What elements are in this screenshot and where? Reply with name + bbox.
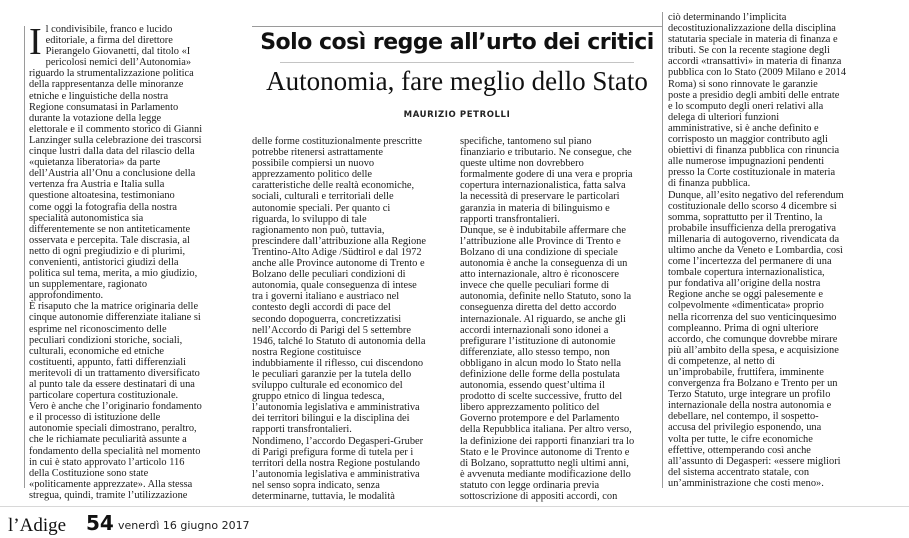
article-column-2: [252, 136, 454, 502]
column-rule-right: [662, 12, 663, 488]
newspaper-logo: l’Adige: [8, 515, 67, 536]
issue-date: venerdì 16 giugno 2017: [118, 519, 250, 532]
headline-rule-top: [252, 26, 662, 27]
article-byline: MAURIZIO PETROLLI: [403, 110, 511, 120]
article-column-4: [668, 12, 894, 489]
headline-rule-middle: [280, 62, 634, 63]
article-column-1: [29, 21, 252, 501]
article-title: Solo così regge all’urto dei critici: [260, 30, 654, 55]
footer-rule: [0, 506, 909, 507]
column-2-text: delle forme costituzionalmente prescritte potrebbe ritenersi astrattamente possibile compiersi un nuovo apprezzamento politico delle caratteristiche delle realtà economiche, sociali, culturali e territoriali delle autonomie speciali. Per quanto ci riguarda, lo sviluppo di tale ragionamento non può, tuttavia, prescindere dall’attribuzione alla Regione Trentino-Alto Adige /Südtirol e dal 1972 anche alle Province autonome di Trento e Bolzano delle peculiari condizioni di autonomia, quale conseguenza di intese tra i governi italiano e austriaco nel contesto degli accordi di pace del secondo dopoguerra, concretizzatisi nell’Accordo di Parigi del 5 settembre 1946, talché lo Statuto di autonomia della nostra Regione costituisce indubbiamente il riflesso, cui discendono le peculiari garanzie per la tutela dello sviluppo culturale ed economico del gruppo etnico di lingua tedesca, l’autonomia legislativa e amministrativa dei territori bilingui e la disciplina dei rapporti transfrontalieri. Nondimeno, l’accordo Degasperi-Gruber di Parigi prefigura forme di tutela per i territori della nostra Regione postulando l’autonomia legislativa e amministrativa nel senso sopra indicato, senza determinarne, tuttavia, le modalità: [252, 136, 426, 502]
column-3-text: specifiche, tantomeno sul piano finanziario e tributario. Ne consegue, che queste ultime non dovrebbero formalmente godere di una vera e propria copertura internazionalistica, fatta salva la necessità di preservare le particolari garanzia in materia di bilinguismo e rapporti transfrontalieri. Dunque, se è indubitabile affermare che l’attribuzione alle Province di Trento e Bolzano di una condizione di speciale autonomia è anche la conseguenza di un atto internazionale, altro è riconoscere invece che quelle peculiari forme di autonomia, definite nello Statuto, sono la conseguenza diretta del detto accordo internazionale. Al riguardo, se anche gli accordi internazionali sono idonei a prefigurare l’istituzione di autonomie differenziate, allo stesso tempo, non obbligano in alcun modo lo Stato nella definizione delle forme della postulata autonomia, essendo quest’ultima il prodotto di scelte successive, frutto del libero apprezzamento politico del Governo protempore e del Parlamento della Repubblica italiana. Per altro verso, la definizione dei rapporti finanziari tra lo Stato e le Province autonome di Trento e di Bolzano, soprattutto negli ultimi anni, è avvenuta mediante modificazione dello statuto con legge ordinaria previa sottoscrizione di appositi accordi, con: [460, 136, 635, 502]
page-number: 54: [86, 511, 114, 535]
article-subtitle: Autonomia, fare meglio dello Stato: [266, 66, 648, 96]
article-column-3: [460, 136, 662, 502]
drop-cap: I: [29, 21, 42, 63]
column-4-text: ciò determinando l’implicita decostituzionalizzazione della disciplina statutaria speciale in materia di finanza e tributi. Se con la recente stagione degli accordi «transattivi» in materia di finanza pubblica con lo Stato (2009 Milano e 2014 Roma) si sono rinnovate le garanzie poste a presidio degli ambiti delle entrate e lo scomputo degli oneri relativi alla delega di ulteriori funzioni amministrative, si è anche definito e corrisposto un maggior contributo agli obiettivi di finanza pubblica con rinuncia alle numerose impugnazioni pendenti presso la Corte costituzionale in materia di finanza pubblica. Dunque, all’esito negativo del referendum costituzionale dello scorso 4 dicembre si somma, soprattutto per il Trentino, la probabile insufficienza della prerogativa millenaria di autogoverno, rivendicata da ultimo anche da Veneto e Lombardia, così come l’incertezza del permanere di una tombale copertura internazionalistica, pur fondativa all’origine della nostra Regione anche se oggi palesemente e colpevolmente «dimenticata» proprio nella ricorrenza del suo venticinquesimo compleanno. Prima di ogni ulteriore accordo, che comunque dovrebbe mirare più all’ambito della spesa, e acquisizione di competenze, al netto di un’improbabile, fruttifera, imminente convergenza fra Bolzano e Trento per un Terzo Statuto, urge integrare un profilo internazionale della nostra autonomia e debellare, nel contempo, il sospetto- accusa del privilegio esponendo, una volta per tutte, le cifre economiche effettive, ottemperando così anche all’assunto di Degasperi: «essere migliori del sistema accentrato statale, con un’amministrazione che costi meno».: [668, 12, 847, 489]
column-rule-left: [24, 26, 25, 488]
column-1-text: l condivisibile, franco e lucido editoriale, a firma del direttore Pierangelo Giovanetti, dal titolo «I pericolosi nemici dell’Autonomia» riguardo la strumentalizzazione politica della rappresentanza delle minoranze etniche e linguistiche della nostra Regione consumatasi in Parlamento durante la votazione della legge elettorale e il commento storico di Gianni Lanzinger sulla celebrazione dei trascorsi cinque lustri dalla data del rilascio della «quietanza liberatoria» da parte dell’Austria all’Onu a conclusione della vertenza fra Austria e Italia sulla questione altoatesina, testimoniano come oggi la fotografia della nostra specialità autonomistica sia differentemente se non antiteticamente osservata e percepita. Tale discrasia, al netto di ogni pregiudizio e di plurimi, convenienti, antistorici giudizi della politica sul tema, merita, a mio giudizio, un supplementare, ragionato approfondimento. È risaputo che la matrice originaria delle cinque autonomie differenziate italiane si esprime nel riconoscimento delle peculiari condizioni storiche, sociali, culturali, economiche ed etniche costituenti, appunto, fatti differenziali meritevoli di un trattamento diversificato al punto tale da essere destinatari di una particolare copertura costituzionale. Vero è anche che l’originario fondamento e il processo di istituzione delle autonomie speciali dimostrano, peraltro, che le richiamate peculiarità assunte a fondamento della specialità nel momento in cui è stato approvato l’articolo 116 della Costituzione sono state «politicamente apprezzate». Alla stessa stregua, quindi, tramite l’utilizzazione: [29, 24, 203, 501]
